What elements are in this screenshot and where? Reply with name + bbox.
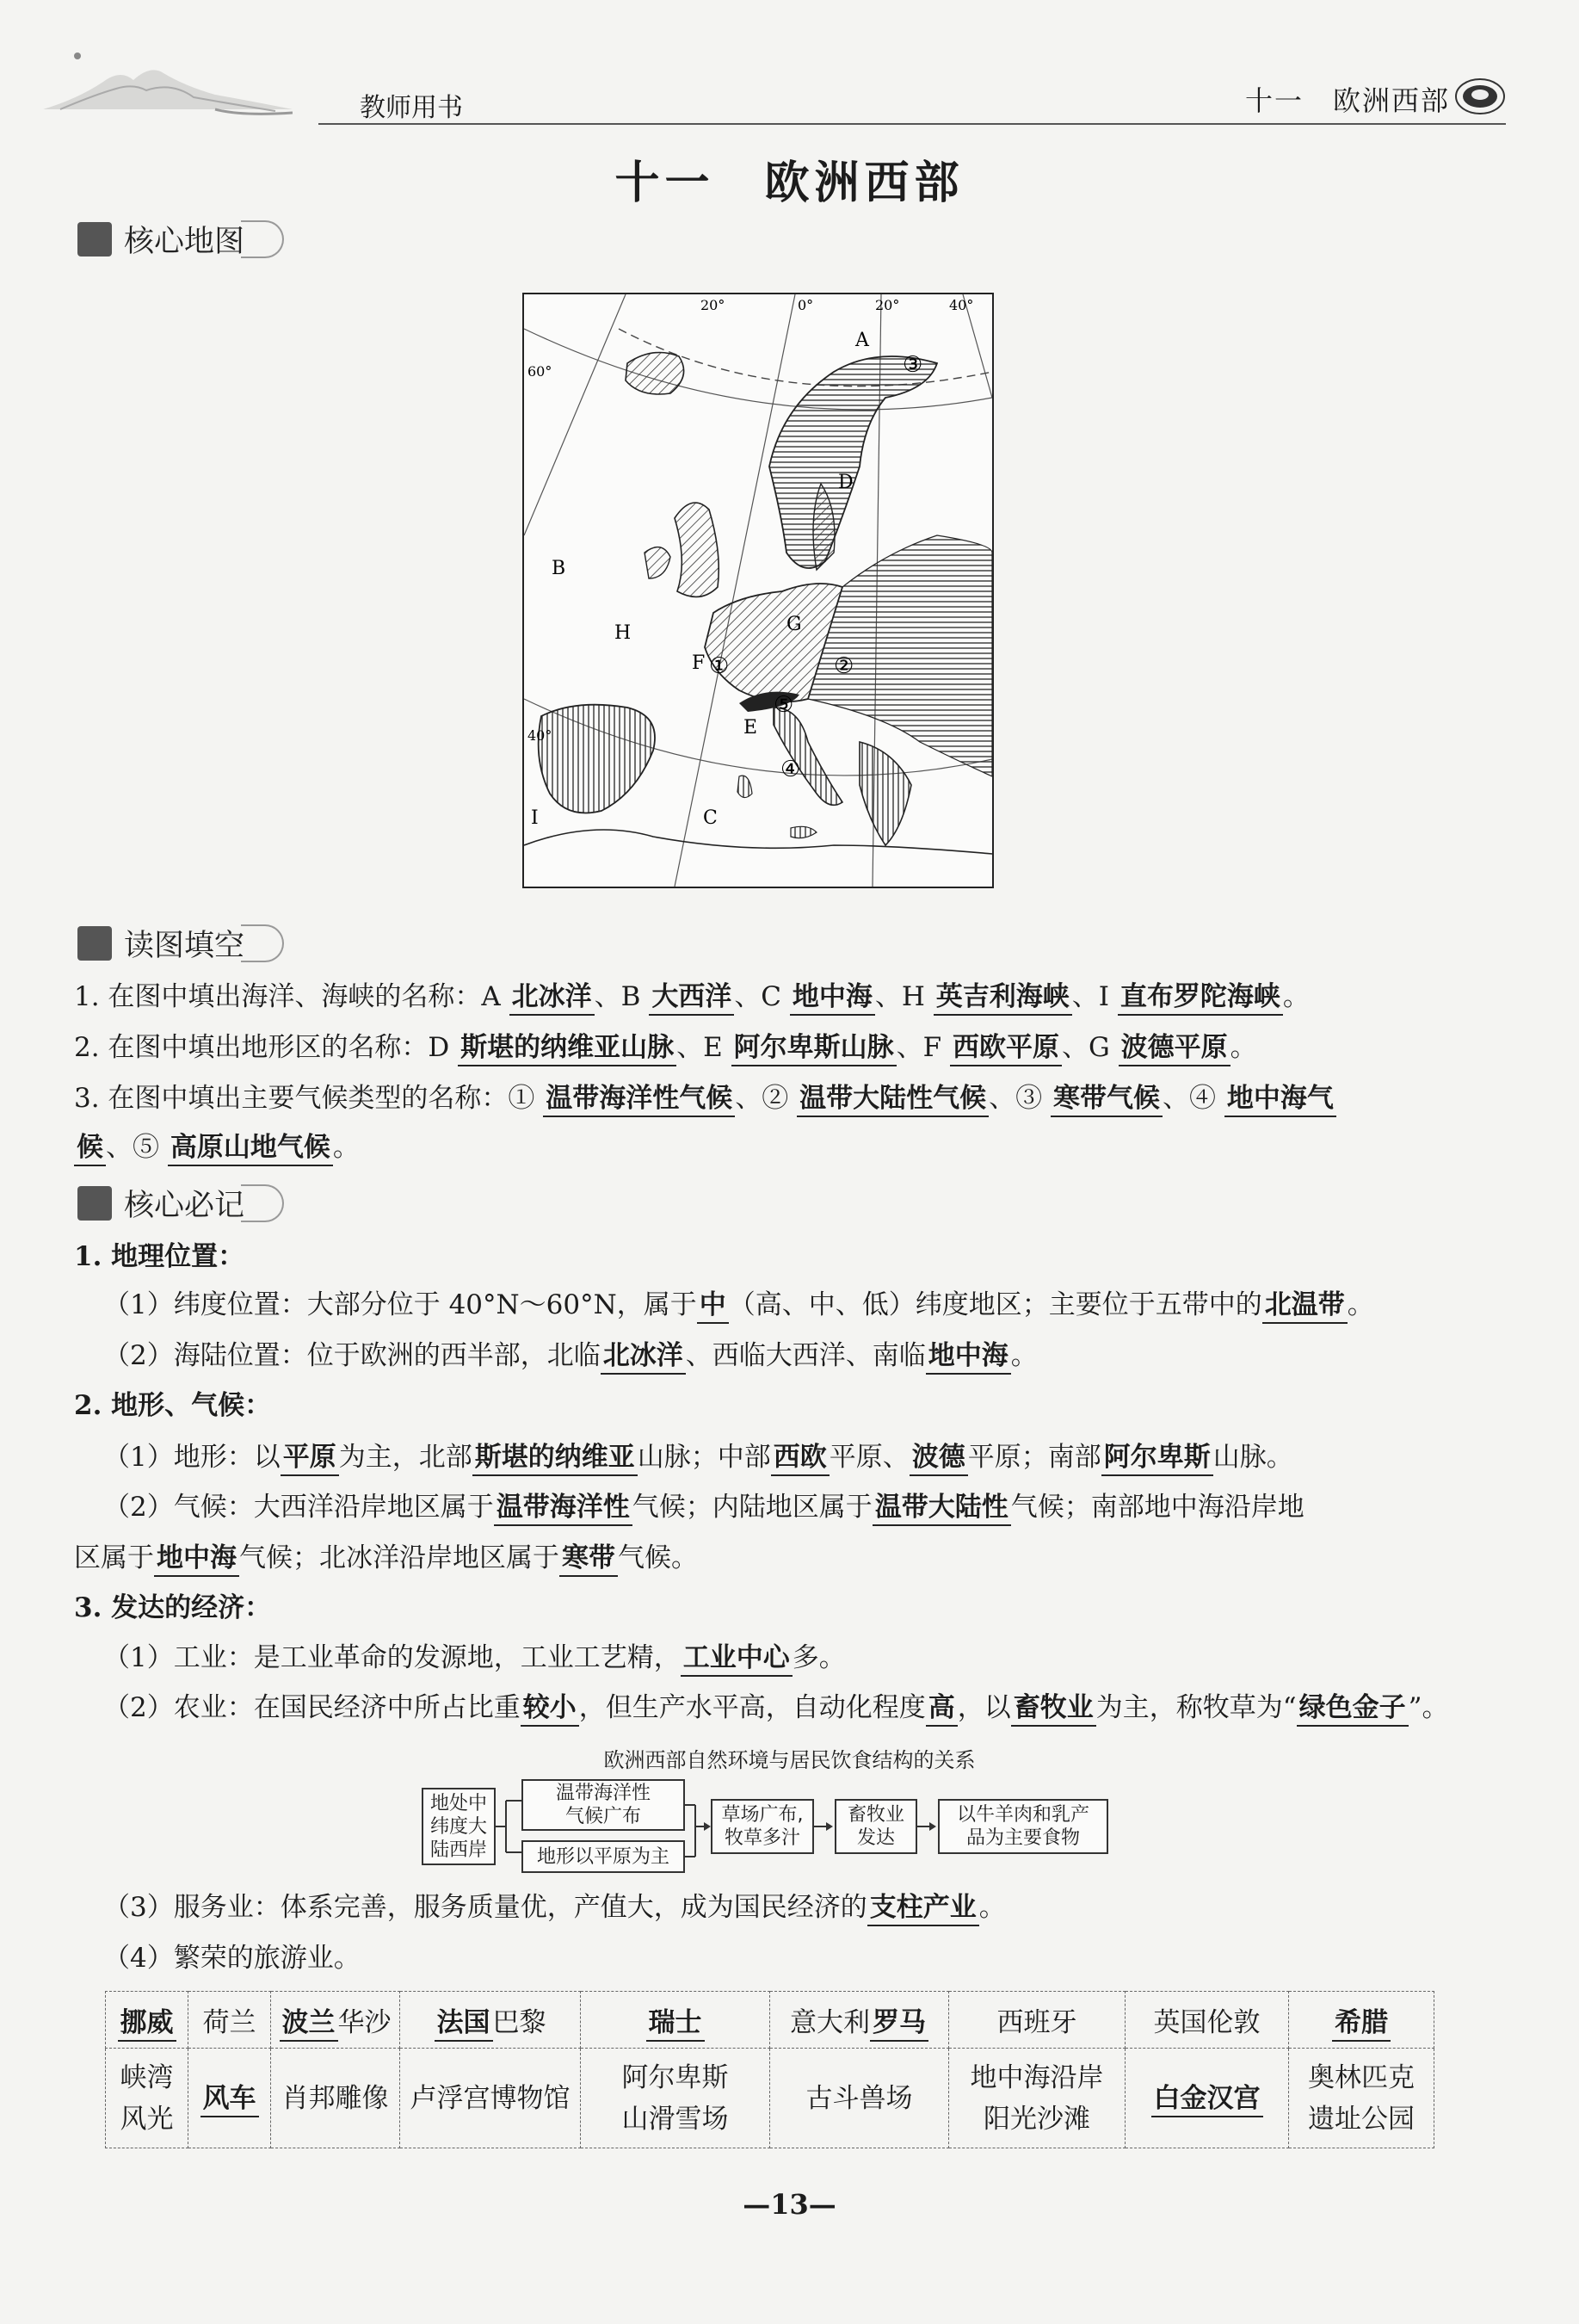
memo-para-3-1: （1）工业：是工业革命的发源地，工业工艺精，工业中心多。 [103,1641,1502,1675]
map-climate-3: ③ [903,352,923,378]
map-letter-e: E [743,717,758,739]
memo-heading-3: 3. 发达的经济： [74,1592,272,1623]
map-lat-label: 60° [527,363,552,380]
map-lat-label: 40° [527,727,552,744]
table-cell: 卢浮宫博物馆 [400,2049,581,2148]
answer: 地中海 [926,1340,1011,1375]
flow-arrow-icon [814,1818,835,1835]
answer: 斯堪的纳维亚山脉 [458,1032,676,1066]
section-core-memo [77,1182,284,1225]
flow-box-diet: 以牛羊肉和乳产 品为主要食物 [938,1799,1108,1854]
answer: 波德 [910,1442,968,1476]
answer: 斯堪的纳维亚 [472,1442,638,1476]
answer: 直布罗陀海峡 [1118,981,1283,1016]
fill-question-1: 1. 在图中填出海洋、海峡的名称：A 北冰洋、B 大西洋、C 地中海、H 英吉利海峡、I 直布罗陀海峡。 [74,980,1502,1014]
table-cell: 峡湾 风光 [106,2049,188,2148]
memo-heading-2: 2. 地形、气候： [74,1390,272,1421]
map-lon-label: 20° [875,297,900,313]
table-cell: 意大利罗马 [770,1992,949,2049]
answer: 较小 [521,1692,579,1727]
section-tail-icon [241,1184,284,1222]
section-title: 核心必记 [124,1189,245,1223]
answer: 阿尔卑斯 [1101,1442,1213,1476]
memo-para-2-2: （2）气候：大西洋沿岸地区属于温带海洋性气候；内陆地区属于温带大陆性气候；南部地中海沿岸地 [103,1490,1502,1524]
map-climate-1: ① [709,653,730,679]
answer: 支柱产业 [867,1892,979,1926]
answer: 西欧平原 [950,1032,1062,1066]
answer: 地中海 [154,1542,239,1577]
fill-question-2: 2. 在图中填出地形区的名称：D 斯堪的纳维亚山脉、E 阿尔卑斯山脉、F 西欧平原、G 波德平原。 [74,1030,1502,1065]
map-lon-label: 20° [700,297,725,313]
section-title: 读图填空 [124,929,245,963]
answer: 温带大陆性 [873,1492,1011,1526]
section-title: 核心地图 [124,225,245,259]
flow-bracket-icon [496,1775,521,1878]
answer: 北冰洋 [509,981,595,1016]
section-tail-icon [241,924,284,962]
map-letter-h: H [614,622,632,644]
table-cell: 肖邦雕像 [271,2049,400,2148]
mountain-decoration-icon [43,47,293,121]
table-cell: 阿尔卑斯 山滑雪场 [581,2049,770,2148]
answer: 平原 [281,1442,339,1476]
memo-para-3-2: （2）农业：在国民经济中所占比重较小，但生产水平高，自动化程度高，以畜牧业为主，称牧草为“绿色金子”。 [103,1690,1502,1725]
europe-map-drawing [524,294,992,887]
fill-question-3: 3. 在图中填出主要气候类型的名称：① 温带海洋性气候、② 温带大陆性气候、③ 寒带气候、④ 地中海气 [74,1081,1502,1116]
answer: 阿尔卑斯山脉 [731,1032,897,1066]
map-letter-i: I [531,807,539,829]
section-marker-icon [77,222,112,257]
map-lon-label: 40° [949,297,974,313]
map-letter-g: G [786,614,802,635]
table-cell: 西班牙 [949,1992,1126,2049]
header-book-label: 教师用书 [360,93,463,123]
memo-para-1-2: （2）海陆位置：位于欧洲的西半部，北临北冰洋、西临大西洋、南临地中海。 [103,1338,1502,1373]
table-cell: 波兰华沙 [271,1992,400,2049]
answer: 温带大陆性气候 [797,1083,989,1117]
memo-heading-1: 1. 地理位置： [74,1241,245,1272]
page-title: 十一 欧洲西部 [614,157,965,209]
header-chapter-label: 十一 欧洲西部 [1244,84,1450,117]
answer: 高 [926,1692,958,1727]
table-cell: 白金汉宫 [1126,2049,1289,2148]
europe-map [522,293,994,888]
answer: 北冰洋 [601,1340,686,1375]
flow-diagram-title: 欧洲西部自然环境与居民饮食结构的关系 [603,1748,976,1772]
memo-para-1-1: （1）纬度位置：大部分位于 40°N～60°N，属于中（高、中、低）纬度地区；主要位于五带中的北温带。 [103,1288,1502,1322]
flow-diagram [413,1775,1119,1878]
flow-box-location: 地处中 纬度大 陆西岸 [422,1788,496,1865]
table-cell: 挪威 [106,1992,188,2049]
flow-box-climate: 温带海洋性 气候广布 [521,1779,685,1831]
answer: 候 [74,1132,106,1166]
section-marker-icon [77,1186,112,1221]
flow-box-livestock: 畜牧业 发达 [835,1799,917,1854]
answer: 英吉利海峡 [934,981,1072,1016]
page-number: —13— [743,2188,836,2221]
answer: 波德平原 [1119,1032,1231,1066]
table-cell: 地中海沿岸 阳光沙滩 [949,2049,1126,2148]
memo-para-3-3: （3）服务业：体系完善，服务质量优，产值大，成为国民经济的支柱产业。 [103,1890,1502,1925]
memo-para-2-3: 区属于地中海气候；北冰洋沿岸地区属于寒带气候。 [74,1541,1502,1575]
flow-box-terrain: 地形以平原为主 [521,1840,685,1873]
header-rule [318,123,1506,125]
map-letter-c: C [703,807,718,829]
answer: 工业中心 [681,1642,793,1677]
map-letter-b: B [552,558,566,579]
map-letter-f: F [692,652,706,674]
section-marker-icon [77,926,112,961]
table-cell: 英国伦敦 [1126,1992,1289,2049]
flow-merge-arrow-icon [685,1775,711,1878]
fill-question-3-cont: 候、⑤ 高原山地气候。 [74,1130,1502,1165]
publisher-logo-icon [1454,77,1506,115]
table-cell: 古斗兽场 [770,2049,949,2148]
map-lon-label: 0° [798,297,814,313]
map-climate-4: ④ [780,757,801,782]
table-cell: 法国巴黎 [400,1992,581,2049]
map-climate-2: ② [834,653,854,679]
answer: 寒带 [559,1542,618,1577]
answer: 温带海洋性 [494,1492,632,1526]
section-tail-icon [241,220,284,258]
map-letter-d: D [838,472,854,493]
answer: 地中海 [790,981,875,1016]
map-climate-5: ⑤ [774,692,794,718]
memo-para-3-4: （4）繁荣的旅游业。 [103,1943,361,1974]
answer: 北温带 [1262,1289,1348,1324]
answer: 西欧 [771,1442,830,1476]
memo-para-2-1: （1）地形：以平原为主，北部斯堪的纳维亚山脉；中部西欧平原、波德平原；南部阿尔卑斯山脉。 [103,1440,1502,1474]
answer: 温带海洋性气候 [543,1083,735,1117]
table-cell: 风车 [188,2049,271,2148]
table-cell: 荷兰 [188,1992,271,2049]
table-cell: 奥林匹克 遗址公园 [1289,2049,1434,2148]
table-cell: 瑞士 [581,1992,770,2049]
flow-box-pasture: 草场广布, 牧草多汁 [711,1799,814,1854]
page-header [0,0,1579,129]
answer: 中 [697,1289,729,1324]
section-core-map [77,218,284,261]
map-letter-a: A [855,330,869,351]
table-cell: 希腊 [1289,1992,1434,2049]
answer: 绿色金子 [1297,1692,1409,1727]
answer: 地中海气 [1224,1083,1336,1117]
answer: 大西洋 [649,981,734,1016]
flow-arrow-icon [917,1818,938,1835]
answer: 寒带气候 [1051,1083,1163,1117]
tourism-table [105,1991,1434,2148]
section-fill-in [77,922,284,965]
answer: 畜牧业 [1011,1692,1096,1727]
answer: 高原山地气候 [168,1132,333,1166]
